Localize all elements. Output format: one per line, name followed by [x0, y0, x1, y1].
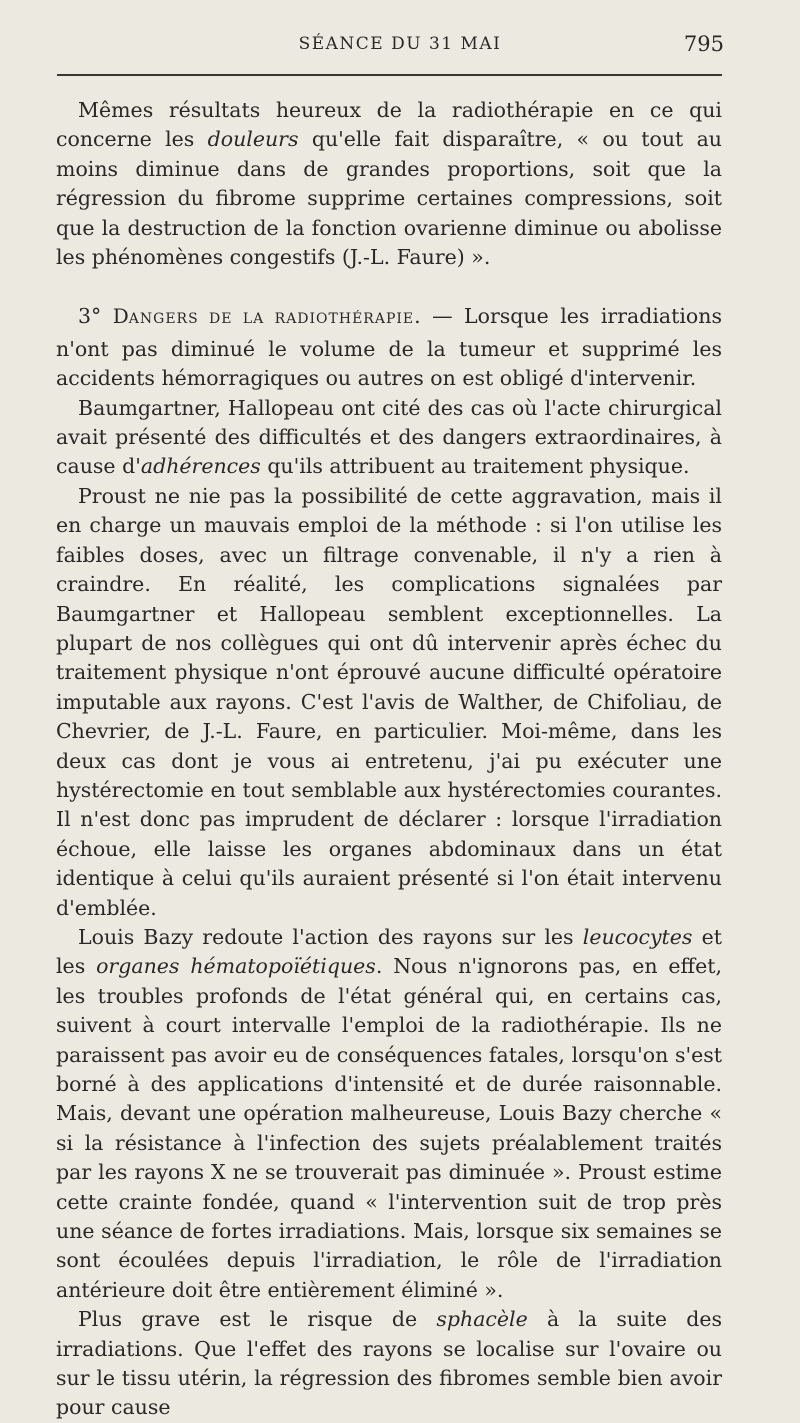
- text-run: et les: [56, 924, 722, 979]
- paragraph: [56, 394, 722, 482]
- section-heading: ANGERS DE LA RADIOTHÉRAPIE: [128, 311, 415, 328]
- italic-term: douleurs: [207, 127, 299, 152]
- header-rule: [57, 74, 722, 76]
- text-run: qu'elle fait disparaître, « ou tout au moins diminue dans de grandes proportions, soit que la régression du fibrome supprime certaines compressions, soit que la destruction de la fonction ovarienne diminue ou abolisse les phénomènes congestifs (J.-L. Faure) ».: [56, 127, 723, 270]
- text-run: . Nous n'ignorons pas, en effet, les troubles profonds de l'état général qui, en certains cas, suivent à court intervalle l'emploi de la radiothérapie. Ils ne paraissent pas avoir eu de conséquences fatales, lorsqu'on s'est borné à des applications d'intensité et de durée raisonnable. Mais, devant une opération malheureuse, Louis Bazy cherche « si la résistance à l'infection des sujets préalablement traités par les rayons X ne se trouverait pas diminuée ». Proust estime cette crainte fondée, quand « l'intervention suit de trop près une séance de fortes irradiations. Mais, lorsque six semaines se sont écoulées depuis l'irradiation, le rôle de l'irradiation antérieure doit être entièrement éliminé ».: [56, 954, 722, 1302]
- text-run: Baumgartner, Hallopeau ont cité des cas où l'acte chirurgical avait présenté des difficultés et des dangers extraordinaires, à cause d': [56, 395, 722, 479]
- paragraph: [56, 1305, 722, 1423]
- text-run: Proust ne nie pas la possibilité de cette aggravation, mais il en charge un mauvais emploi de la méthode : si l'on utilise les faibles doses, avec un filtrage convenable, il n'y a rien à craindre. En réalité, les complications signalées par Baumgartner et Hallopeau semblent exceptionnelles. La plupart de nos collègues qui ont dû intervenir après échec du traitement physique n'ont éprouvé aucune difficulté opératoire imputable aux rayons. C'est l'avis de Walther, de Chifoliau, de Chevrier, de J.-L. Faure, en particulier. Moi-même, dans les deux cas dont je vous ai entretenu, j'ai pu exécuter une hystérectomie en tout semblable aux hystérectomies courantes. Il n'est donc pas imprudent de déclarer : lorsque l'irradiation échoue, elle laisse les organes abdominaux dans un état identique à celui qu'ils auraient présenté si l'on était intervenu d'emblée.: [56, 483, 722, 920]
- paragraph: [56, 302, 722, 393]
- italic-term: adhérences: [140, 454, 261, 479]
- text-run: 3°: [78, 304, 113, 329]
- page-number: 795: [683, 32, 724, 56]
- section-heading-initial: D: [112, 304, 129, 329]
- text-run: Louis Bazy redoute l'action des rayons sur les: [78, 924, 583, 949]
- text-run: qu'ils attribuent au traitement physique.: [260, 454, 690, 479]
- paragraph: [56, 96, 722, 272]
- paragraph: [56, 923, 722, 1305]
- italic-term: sphacèle: [436, 1307, 528, 1332]
- page-header: [0, 30, 800, 64]
- text-run: Mêmes résultats heureux de la radiothérapie en ce qui concerne les: [56, 98, 722, 152]
- text-run: à la suite des irradiations. Que l'effet des rayons se localise sur l'ovaire ou sur le tissu utérin, la régression des fibromes semble bien avoir pour cause: [56, 1307, 722, 1420]
- body-text: [56, 96, 722, 1423]
- paragraph: [56, 482, 722, 923]
- text-run: . — Lorsque les irradiations n'ont pas diminué le volume de la tumeur et supprimé les accidents hémorragiques ou autres on est obligé d'intervenir.: [56, 304, 722, 391]
- text-run: Plus grave est le risque de: [78, 1307, 437, 1332]
- italic-term: organes hématopoïétiques: [96, 954, 376, 979]
- running-head: SÉANCE DU 31 MAI: [298, 34, 502, 54]
- italic-term: leucocytes: [582, 924, 693, 949]
